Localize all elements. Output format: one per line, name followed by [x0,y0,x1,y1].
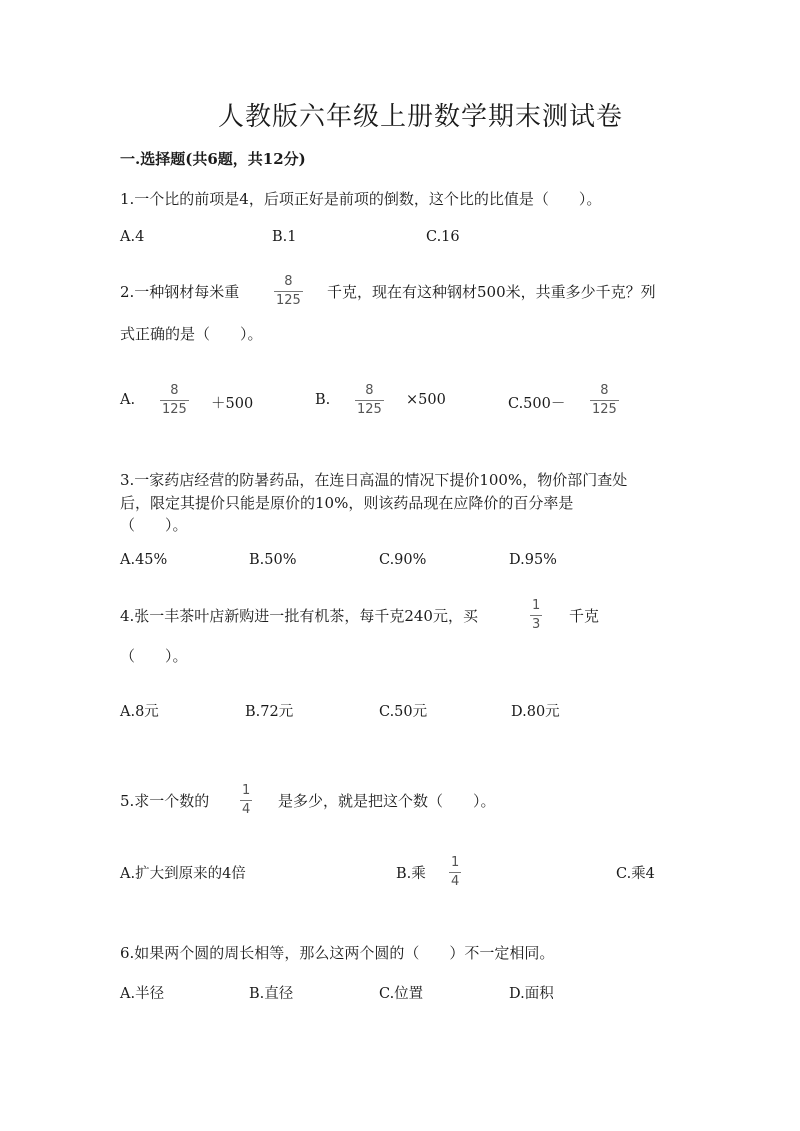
fraction-bar [590,400,619,401]
question-1-text: 1.一个比的前项是4，后项正好是前项的倒数，这个比的比值是（ ）。 [120,190,602,208]
fraction-bar [449,872,461,873]
question-2-text-line2: 式正确的是（ ）。 [120,325,263,343]
option-5a[interactable]: A.扩大到原来的4倍 [120,866,246,882]
option-6b[interactable]: B.直径 [249,986,294,1002]
fraction-numerator: 1 [451,855,460,870]
option-4c[interactable]: C.50元 [379,704,428,720]
option-2c-fraction [590,384,619,416]
fraction-bar [160,400,189,401]
fraction-denominator: 125 [162,402,187,417]
option-2b-prefix[interactable]: B. [315,392,331,408]
question-2-text-part1: 2.一种钢材每米重 [120,283,240,301]
option-5c[interactable]: C.乘4 [616,866,655,882]
question-2-text-part2: 千克，现在有这种钢材500米，共重多少千克？列 [327,283,656,301]
fraction-numerator: 8 [284,274,293,289]
option-1a[interactable]: A.4 [120,229,145,245]
fraction-1-4 [240,784,252,816]
question-6-text: 6.如果两个圆的周长相等，那么这两个圆的（ ）不一定相同。 [120,944,555,962]
page-title: 人教版六年级上册数学期末测试卷 [218,102,624,132]
option-6c[interactable]: C.位置 [379,986,424,1002]
fraction-numerator: 8 [170,383,179,398]
fraction-bar [240,800,252,801]
option-2b-fraction [355,384,384,416]
option-6a[interactable]: A.半径 [120,986,165,1002]
fraction-denominator: 125 [276,293,301,308]
option-3d[interactable]: D.95% [509,552,557,568]
fraction-denominator: 4 [451,874,460,889]
fraction-numerator: 1 [532,598,541,613]
option-5b-prefix[interactable]: B.乘 [396,866,426,882]
option-2b-suffix[interactable]: ×500 [406,392,446,408]
fraction-denominator: 3 [532,617,541,632]
question-3-text-line2: 后，限定其提价只能是原价的10%，则该药品现在应降价的百分率是 [120,494,574,512]
fraction-numerator: 8 [365,383,374,398]
question-5-text-part1: 5.求一个数的 [120,792,210,810]
fraction-bar [355,400,384,401]
fraction-bar [274,291,303,292]
option-1b[interactable]: B.1 [272,229,297,245]
question-3-text-line1: 3.一家药店经营的防暑药品，在连日高温的情况下提价100%，物价部门查处 [120,471,628,489]
option-6d[interactable]: D.面积 [509,986,554,1002]
option-2a-fraction [160,384,189,416]
option-4b[interactable]: B.72元 [245,704,294,720]
option-3a[interactable]: A.45% [120,552,168,568]
question-4-text-part2: 千克 [569,607,600,625]
fraction-bar [530,615,542,616]
fraction-denominator: 125 [592,402,617,417]
option-1c[interactable]: C.16 [426,229,460,245]
option-3b[interactable]: B.50% [249,552,297,568]
option-2c-prefix[interactable]: C.500－ [508,396,566,412]
option-2a-prefix[interactable]: A. [120,392,136,408]
question-3-text-line3: （ ）。 [120,516,188,534]
option-2a-suffix[interactable]: ＋500 [211,396,254,412]
fraction-1-3 [530,599,542,631]
fraction-8-125 [274,275,303,307]
option-3c[interactable]: C.90% [379,552,427,568]
fraction-denominator: 125 [357,402,382,417]
fraction-numerator: 8 [600,383,609,398]
section-heading: 一.选择题(共6题，共12分) [120,150,306,168]
question-4-text-part1: 4.张一丰茶叶店新购进一批有机茶，每千克240元，买 [120,607,478,625]
option-4d[interactable]: D.80元 [511,704,560,720]
question-4-text-line2: （ ）。 [120,647,188,665]
option-4a[interactable]: A.8元 [120,704,159,720]
option-5b-fraction [449,856,461,888]
fraction-numerator: 1 [242,783,251,798]
question-5-text-part2: 是多少，就是把这个数（ ）。 [278,792,496,810]
fraction-denominator: 4 [242,802,251,817]
